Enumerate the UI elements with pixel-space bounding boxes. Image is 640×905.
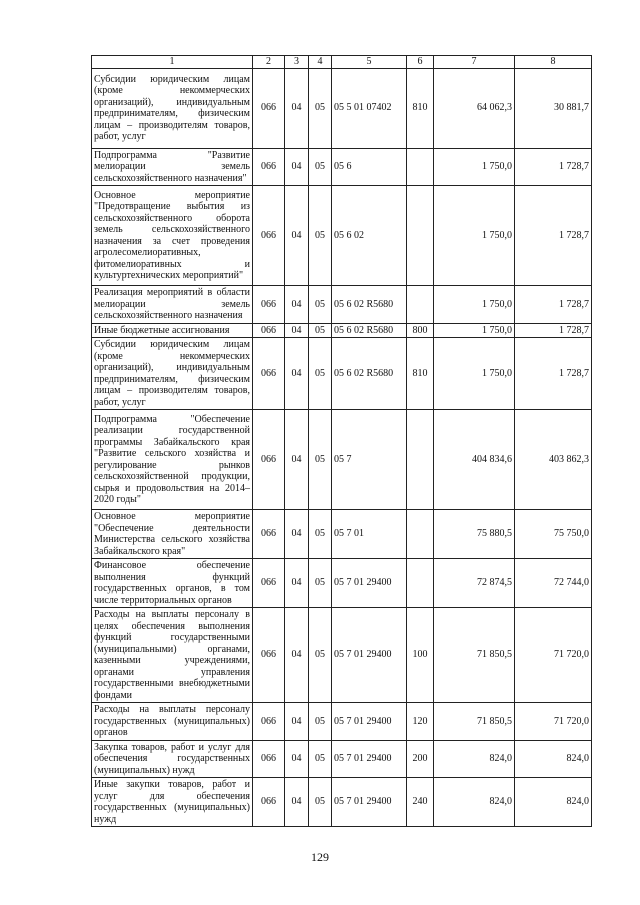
section-code-cell: 04: [285, 410, 309, 510]
section-code-cell: 04: [285, 778, 309, 827]
header-cell-5: 5: [332, 56, 407, 69]
page-number: 129: [311, 850, 329, 864]
expense-type-code-cell: 100: [407, 608, 434, 703]
target-article-code-cell: 05 6 02 R5680: [332, 323, 407, 338]
target-article-code-cell: 05 6 02 R5680: [332, 286, 407, 324]
section-code-cell: 04: [285, 186, 309, 286]
header-cell-8: 8: [515, 56, 592, 69]
actual-amount-cell: 824,0: [515, 778, 592, 827]
target-article-code-cell: 05 6: [332, 148, 407, 186]
actual-amount-cell: 824,0: [515, 740, 592, 778]
expense-type-code-cell: [407, 410, 434, 510]
expense-type-code-cell: 200: [407, 740, 434, 778]
section-code-cell: 04: [285, 286, 309, 324]
table-row: [92, 510, 592, 559]
planned-amount-cell: 1 750,0: [434, 323, 515, 338]
actual-amount-cell: 1 728,7: [515, 286, 592, 324]
row-name-cell: Подпрограмма "Обеспечение реализации государственной программы Забайкальского края "Развитие сельского хозяйства и регулирование рынков сельскохозяйственной продукции, сырья и продовольствия на 2014–2020 годы": [92, 410, 253, 510]
expense-type-code-cell: [407, 186, 434, 286]
expense-type-code-cell: 810: [407, 338, 434, 410]
target-article-code-cell: 05 5 01 07402: [332, 68, 407, 148]
expense-type-code-cell: [407, 559, 434, 608]
subsection-code-cell: 05: [309, 608, 332, 703]
actual-amount-cell: 30 881,7: [515, 68, 592, 148]
row-name-cell: Субсидии юридическим лицам (кроме некоммерческих организаций), индивидуальным предпринимателям, физическим лицам – производителям товаров, работ, услуг: [92, 338, 253, 410]
section-code-cell: 04: [285, 559, 309, 608]
actual-amount-cell: 403 862,3: [515, 410, 592, 510]
subsection-code-cell: 05: [309, 740, 332, 778]
table-row: [92, 68, 592, 148]
target-article-code-cell: 05 7: [332, 410, 407, 510]
table-row: [92, 323, 592, 338]
subsection-code-cell: 05: [309, 148, 332, 186]
department-code-cell: 066: [253, 510, 285, 559]
section-code-cell: 04: [285, 510, 309, 559]
actual-amount-cell: 1 728,7: [515, 338, 592, 410]
expense-type-code-cell: [407, 510, 434, 559]
row-name-cell: Расходы на выплаты персоналу государственных (муниципальных) органов: [92, 703, 253, 741]
table-row: [92, 186, 592, 286]
subsection-code-cell: 05: [309, 703, 332, 741]
department-code-cell: 066: [253, 148, 285, 186]
expense-type-code-cell: 800: [407, 323, 434, 338]
row-name-cell: Иные закупки товаров, работ и услуг для обеспечения государственных (муниципальных) нужд: [92, 778, 253, 827]
planned-amount-cell: 64 062,3: [434, 68, 515, 148]
row-name-cell: Основное мероприятие "Обеспечение деятельности Министерства сельского хозяйства Забайкальского края": [92, 510, 253, 559]
row-name-cell: Финансовое обеспечение выполнения функций государственных органов, в том числе территориальных органов: [92, 559, 253, 608]
subsection-code-cell: 05: [309, 286, 332, 324]
subsection-code-cell: 05: [309, 559, 332, 608]
row-name-cell: Реализация мероприятий в области мелиорации земель сельскохозяйственного назначения: [92, 286, 253, 324]
subsection-code-cell: 05: [309, 510, 332, 559]
row-name-cell: Подпрограмма "Развитие мелиорации земель сельскохозяйственного назначения": [92, 148, 253, 186]
header-cell-1: 1: [92, 56, 253, 69]
planned-amount-cell: 75 880,5: [434, 510, 515, 559]
subsection-code-cell: 05: [309, 778, 332, 827]
section-code-cell: 04: [285, 703, 309, 741]
target-article-code-cell: 05 7 01 29400: [332, 703, 407, 741]
department-code-cell: 066: [253, 559, 285, 608]
header-cell-6: 6: [407, 56, 434, 69]
planned-amount-cell: 1 750,0: [434, 286, 515, 324]
planned-amount-cell: 72 874,5: [434, 559, 515, 608]
department-code-cell: 066: [253, 410, 285, 510]
table-row: [92, 410, 592, 510]
target-article-code-cell: 05 7 01: [332, 510, 407, 559]
row-name-cell: Субсидии юридическим лицам (кроме некоммерческих организаций), индивидуальным предпринимателям, физическим лицам – производителям товаров, работ, услуг: [92, 68, 253, 148]
target-article-code-cell: 05 7 01 29400: [332, 608, 407, 703]
actual-amount-cell: 1 728,7: [515, 148, 592, 186]
actual-amount-cell: 1 728,7: [515, 186, 592, 286]
expense-type-code-cell: [407, 286, 434, 324]
expense-type-code-cell: 240: [407, 778, 434, 827]
target-article-code-cell: 05 6 02: [332, 186, 407, 286]
header-cell-3: 3: [285, 56, 309, 69]
subsection-code-cell: 05: [309, 323, 332, 338]
department-code-cell: 066: [253, 68, 285, 148]
row-name-cell: Закупка товаров, работ и услуг для обеспечения государственных (муниципальных) нужд: [92, 740, 253, 778]
expense-type-code-cell: 810: [407, 68, 434, 148]
section-code-cell: 04: [285, 68, 309, 148]
department-code-cell: 066: [253, 286, 285, 324]
planned-amount-cell: 404 834,6: [434, 410, 515, 510]
department-code-cell: 066: [253, 608, 285, 703]
header-cell-2: 2: [253, 56, 285, 69]
target-article-code-cell: 05 7 01 29400: [332, 778, 407, 827]
subsection-code-cell: 05: [309, 68, 332, 148]
planned-amount-cell: 1 750,0: [434, 148, 515, 186]
target-article-code-cell: 05 6 02 R5680: [332, 338, 407, 410]
planned-amount-cell: 1 750,0: [434, 186, 515, 286]
header-row: [92, 56, 592, 69]
header-cell-4: 4: [309, 56, 332, 69]
actual-amount-cell: 1 728,7: [515, 323, 592, 338]
planned-amount-cell: 824,0: [434, 778, 515, 827]
section-code-cell: 04: [285, 740, 309, 778]
expense-type-code-cell: 120: [407, 703, 434, 741]
budget-table: [91, 55, 592, 827]
subsection-code-cell: 05: [309, 410, 332, 510]
subsection-code-cell: 05: [309, 338, 332, 410]
table-row: [92, 703, 592, 741]
section-code-cell: 04: [285, 323, 309, 338]
subsection-code-cell: 05: [309, 186, 332, 286]
planned-amount-cell: 71 850,5: [434, 608, 515, 703]
department-code-cell: 066: [253, 323, 285, 338]
department-code-cell: 066: [253, 740, 285, 778]
row-name-cell: Основное мероприятие "Предотвращение выбытия из сельскохозяйственного оборота земель сельскохозяйственного назначения за счет проведения агролесомелиоративных, фитомелиоративных и культуртехнических мероприятий": [92, 186, 253, 286]
department-code-cell: 066: [253, 186, 285, 286]
section-code-cell: 04: [285, 148, 309, 186]
target-article-code-cell: 05 7 01 29400: [332, 740, 407, 778]
actual-amount-cell: 71 720,0: [515, 703, 592, 741]
header-cell-7: 7: [434, 56, 515, 69]
planned-amount-cell: 71 850,5: [434, 703, 515, 741]
expense-type-code-cell: [407, 148, 434, 186]
table-row: [92, 778, 592, 827]
planned-amount-cell: 1 750,0: [434, 338, 515, 410]
department-code-cell: 066: [253, 778, 285, 827]
row-name-cell: Расходы на выплаты персоналу в целях обеспечения выполнения функций государственными (муниципальными) органами, казенными учреждениями, органами управления государственными внебюджетными фондами: [92, 608, 253, 703]
row-name-cell: Иные бюджетные ассигнования: [92, 323, 253, 338]
target-article-code-cell: 05 7 01 29400: [332, 559, 407, 608]
table-row: [92, 338, 592, 410]
department-code-cell: 066: [253, 703, 285, 741]
actual-amount-cell: 71 720,0: [515, 608, 592, 703]
table-row: [92, 740, 592, 778]
actual-amount-cell: 75 750,0: [515, 510, 592, 559]
table-row: [92, 559, 592, 608]
department-code-cell: 066: [253, 338, 285, 410]
table-row: [92, 148, 592, 186]
section-code-cell: 04: [285, 608, 309, 703]
table-row: [92, 608, 592, 703]
section-code-cell: 04: [285, 338, 309, 410]
planned-amount-cell: 824,0: [434, 740, 515, 778]
table-row: [92, 286, 592, 324]
actual-amount-cell: 72 744,0: [515, 559, 592, 608]
